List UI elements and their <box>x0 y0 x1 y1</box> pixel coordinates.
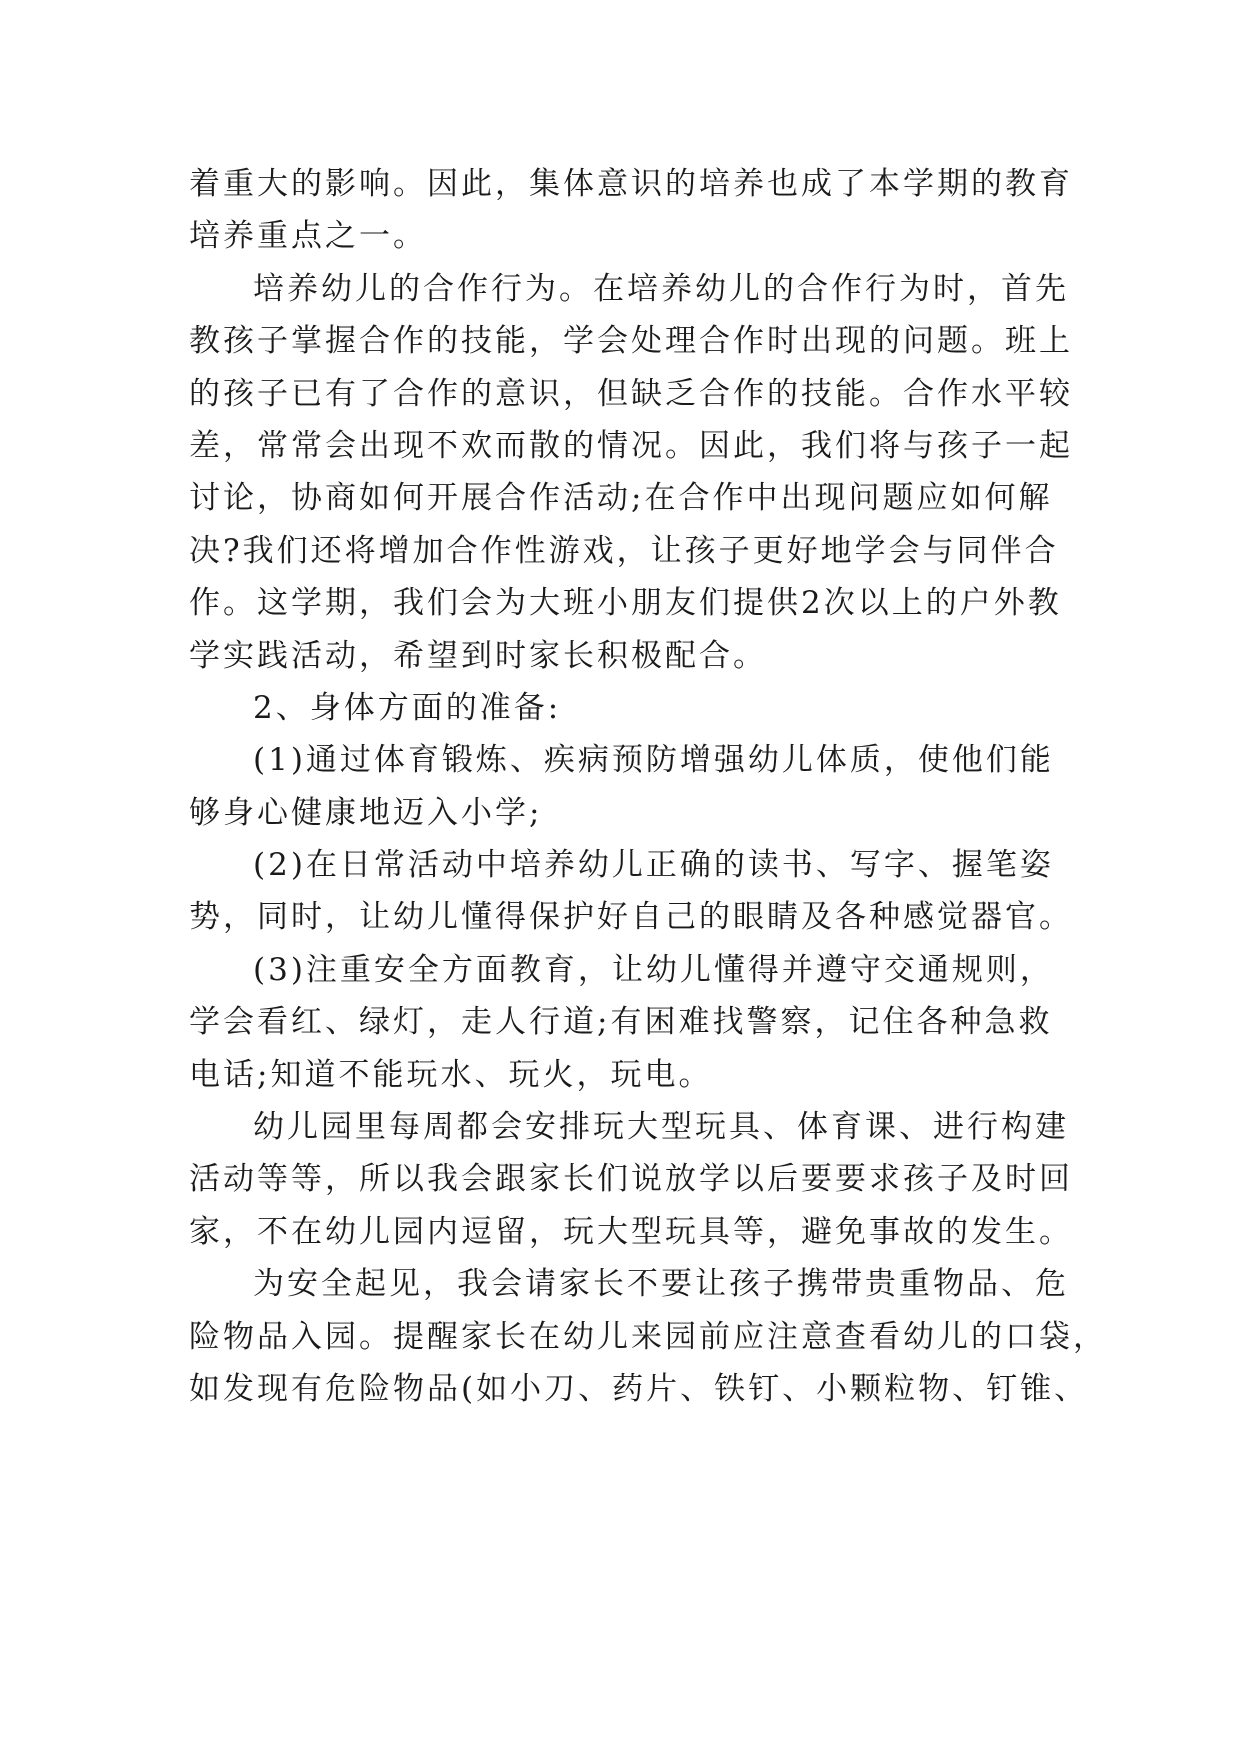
list-item-text: (1)通过体育锻炼、疾病预防增强幼儿体质，使他们能 <box>253 742 1054 779</box>
text-line: 学会看红、绿灯，走人行道;有困难找警察，记住各种急救 <box>189 1004 1053 1041</box>
list-item-text: (2)在日常活动中培养幼儿正确的读书、写字、握笔姿 <box>253 847 1054 884</box>
text-line: 势，同时，让幼儿懂得保护好自己的眼睛及各种感觉器官。 <box>189 899 1073 936</box>
text-line: 作。这学期，我们会为大班小朋友们提供2次以上的户外教 <box>189 585 1062 622</box>
text-line: 幼儿园里每周都会安排玩大型玩具、体育课、进行构建 <box>253 1109 1069 1146</box>
text-line: 活动等等，所以我会跟家长们说放学以后要要求孩子及时回 <box>189 1161 1073 1198</box>
text-line: 决?我们还将增加合作性游戏，让孩子更好地学会与同伴合 <box>189 532 1059 569</box>
text-line: 的孩子已有了合作的意识，但缺乏合作的技能。合作水平较 <box>189 375 1073 412</box>
section-heading: 2、身体方面的准备: <box>253 689 562 726</box>
text-line: 学实践活动，希望到时家长积极配合。 <box>189 637 767 674</box>
text-line: 如发现有危险物品(如小刀、药片、铁钉、小颗粒物、钉锥、 <box>189 1370 1089 1407</box>
text-line: 培养重点之一。 <box>189 218 427 255</box>
text-line: 讨论，协商如何开展合作活动;在合作中出现问题应如何解 <box>189 480 1053 517</box>
text-line: 电话;知道不能玩水、玩火，玩电。 <box>189 1056 713 1093</box>
text-line: 教孩子掌握合作的技能，学会处理合作时出现的问题。班上 <box>189 323 1073 360</box>
text-line: 为安全起见，我会请家长不要让孩子携带贵重物品、危 <box>253 1266 1069 1303</box>
text-line: 着重大的影响。因此，集体意识的培养也成了本学期的教育 <box>189 166 1073 202</box>
text-line: 培养幼儿的合作行为。在培养幼儿的合作行为时，首先 <box>253 270 1069 307</box>
document-body <box>189 158 1107 1415</box>
text-line: 够身心健康地迈入小学; <box>189 794 543 831</box>
text-line: 险物品入园。提醒家长在幼儿来园前应注意查看幼儿的口袋， <box>189 1318 1107 1355</box>
text-line: 家，不在幼儿园内逗留，玩大型玩具等，避免事故的发生。 <box>189 1213 1073 1250</box>
list-item-text: (3)注重安全方面教育，让幼儿懂得并遵守交通规则， <box>253 951 1054 988</box>
text-line: 差，常常会出现不欢而散的情况。因此，我们将与孩子一起 <box>189 427 1073 464</box>
